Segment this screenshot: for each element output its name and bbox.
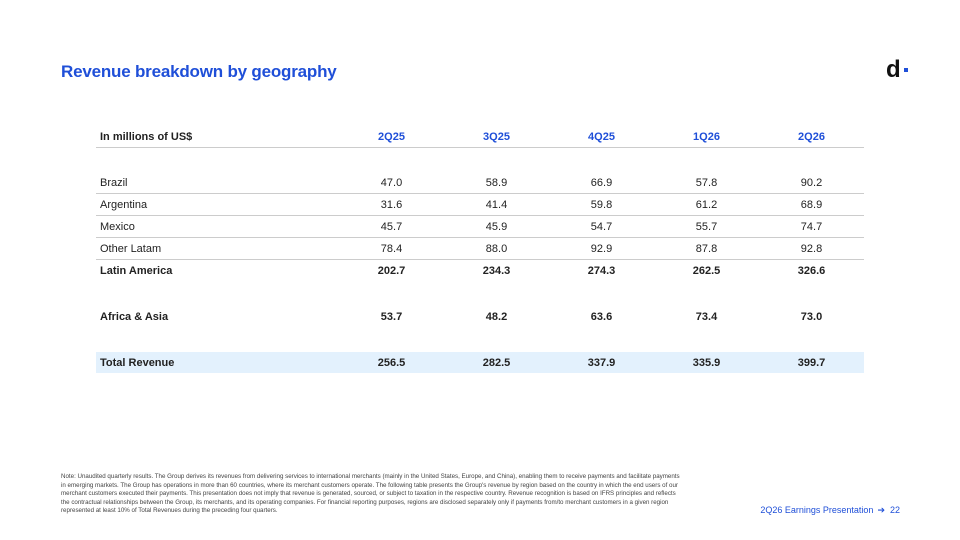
table-cell: 90.2 — [759, 172, 864, 194]
row-label: Africa & Asia — [100, 310, 169, 323]
header-units-label: In millions of US$ — [96, 126, 339, 148]
column-header-2q26: 2Q26 — [759, 126, 864, 148]
table-cell: 399.7 — [759, 352, 864, 373]
table-cell: 282.5 — [444, 352, 549, 373]
company-logo — [886, 56, 908, 84]
slide-title: Revenue breakdown by geography — [61, 62, 337, 81]
table-cell: 57.8 — [654, 172, 759, 194]
table-row-total-revenue — [96, 352, 864, 373]
table-cell: 335.9 — [654, 352, 759, 373]
footer-label: 2Q26 Earnings Presentation — [760, 505, 874, 515]
table-cell: 262.5 — [692, 264, 721, 277]
table-cell: 88.0 — [444, 238, 549, 260]
column-header-3q25: 3Q25 — [444, 126, 549, 148]
page-number: 22 — [889, 505, 900, 515]
table-row-africa-asia — [96, 306, 864, 327]
table-row-latin-america — [96, 260, 864, 282]
row-label: Brazil — [96, 172, 339, 194]
table-cell: 45.7 — [339, 216, 444, 238]
table-row-mexico — [96, 216, 864, 238]
table-cell: 234.3 — [482, 264, 511, 277]
table-cell: 48.2 — [485, 310, 508, 323]
row-label: Latin America — [100, 264, 173, 277]
table-header-row — [96, 126, 864, 148]
logo-dot-icon — [904, 68, 908, 72]
table-cell: 92.8 — [759, 238, 864, 260]
table-row-argentina — [96, 194, 864, 216]
footnote: Note: Unaudited quarterly results. The Group derives its revenues from delivering services to international merchants (mainly in the United States, Europe, and China), enabling them to receive payments and facilitate payments in emerging markets. The Group has operations in more than 60 countries, where its merchant customers operate. The following table presents the Group's revenue by region based on the country in which the end users of our merchant customers executed their payments. This presentation does not imply that revenue is generated, sourced, or subject to taxation in the respective country. Revenue recognition is based on IFRS principles and reflects the contractual relationships between the Group, its merchants, and its operating companies. For financial reporting purposes, regions are disclosed separately only if payments from/to merchant customers in a given region represented at least 10% of Total Revenues during the preceding four quarters. — [61, 473, 680, 515]
table-cell: 53.7 — [380, 310, 403, 323]
table-cell: 326.6 — [797, 264, 826, 277]
row-label: Argentina — [96, 194, 339, 216]
table-cell: 41.4 — [444, 194, 549, 216]
table-spacer — [96, 281, 864, 306]
table-cell: 87.8 — [654, 238, 759, 260]
column-header-2q25: 2Q25 — [339, 126, 444, 148]
table-cell: 274.3 — [587, 264, 616, 277]
page-footer — [760, 505, 900, 516]
row-label: Total Revenue — [96, 352, 339, 373]
table-cell: 66.9 — [549, 172, 654, 194]
table-cell: 31.6 — [339, 194, 444, 216]
table-cell: 73.0 — [800, 310, 823, 323]
table-cell: 59.8 — [549, 194, 654, 216]
arrow-right-icon: ➔ — [877, 505, 885, 515]
table-cell: 256.5 — [339, 352, 444, 373]
table-cell: 92.9 — [549, 238, 654, 260]
column-header-4q25: 4Q25 — [549, 126, 654, 148]
table-cell: 74.7 — [759, 216, 864, 238]
table-row-other-latam — [96, 238, 864, 260]
table-cell: 55.7 — [654, 216, 759, 238]
column-header-1q26: 1Q26 — [654, 126, 759, 148]
table-row-brazil — [96, 172, 864, 194]
table-cell: 337.9 — [549, 352, 654, 373]
table-cell: 58.9 — [444, 172, 549, 194]
table-spacer — [96, 327, 864, 352]
table-cell: 68.9 — [759, 194, 864, 216]
table-cell: 73.4 — [695, 310, 718, 323]
table-cell: 78.4 — [339, 238, 444, 260]
revenue-table — [96, 126, 864, 373]
row-label: Other Latam — [96, 238, 339, 260]
table-cell: 54.7 — [549, 216, 654, 238]
table-cell: 202.7 — [377, 264, 406, 277]
logo-letter: d — [886, 56, 901, 83]
table-cell: 61.2 — [654, 194, 759, 216]
table-cell: 63.6 — [590, 310, 613, 323]
table-spacer — [96, 148, 864, 173]
table-cell: 47.0 — [339, 172, 444, 194]
row-label: Mexico — [96, 216, 339, 238]
table-cell: 45.9 — [444, 216, 549, 238]
